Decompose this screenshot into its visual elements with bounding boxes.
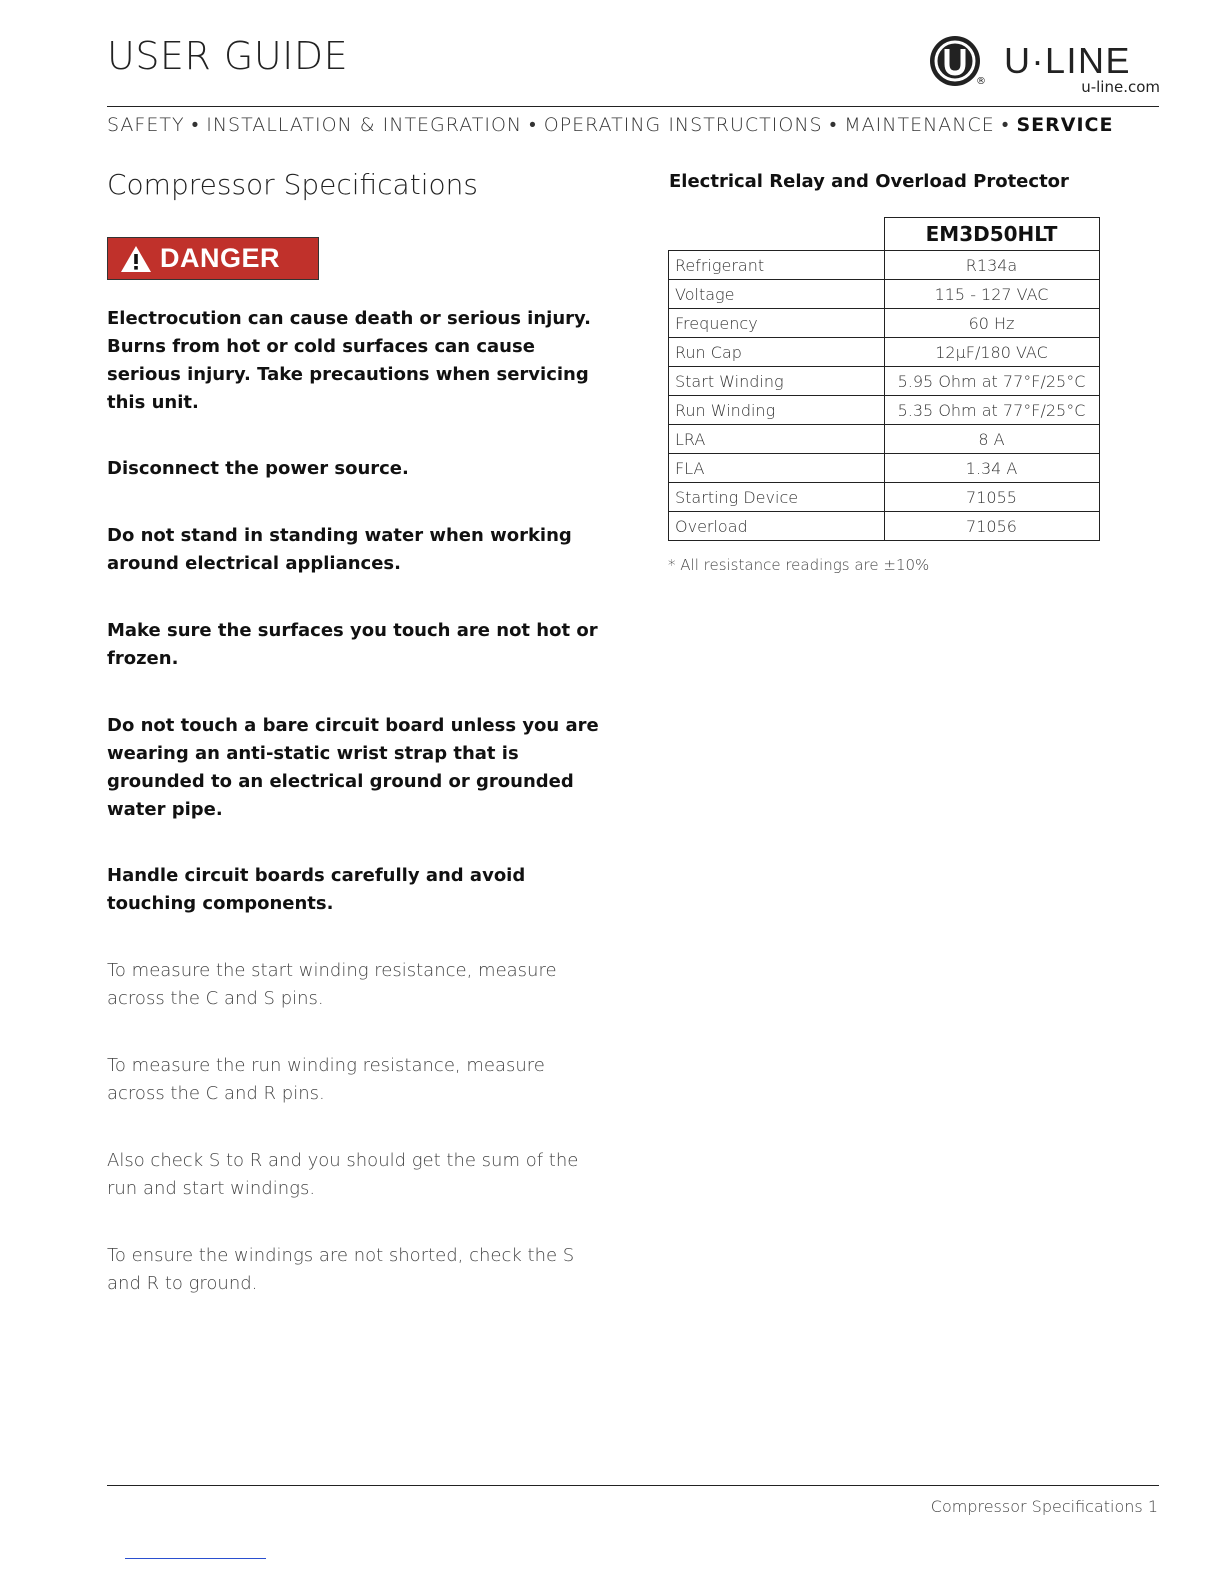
nav-separator: • (191, 114, 200, 136)
row-value: 5.95 Ohm at 77°F/25°C (884, 367, 1099, 396)
row-label: Voltage (669, 280, 885, 309)
row-value: 12µF/180 VAC (884, 338, 1099, 367)
warning-text: Make sure the surfaces you touch are not hot or frozen. (107, 620, 598, 669)
header-divider (107, 106, 1159, 107)
row-value: 1.34 A (884, 454, 1099, 483)
table-row (669, 338, 1100, 367)
row-label: Frequency (669, 309, 885, 338)
brand-wordmark: U·LINE (1004, 40, 1132, 81)
warning-text: Handle circuit boards carefully and avoid touching components. (107, 865, 526, 914)
warning-text: Disconnect the power source. (107, 458, 409, 479)
brand-url[interactable]: u-line.com (1081, 78, 1160, 96)
nav-separator: • (1001, 114, 1010, 136)
instruction-text: Also check S to R and you should get the sum of the run and start windings. (107, 1150, 579, 1199)
row-value: 71056 (884, 512, 1099, 541)
table-row (669, 454, 1100, 483)
table-footnote: * All resistance readings are ±10% (668, 556, 930, 574)
spec-table (668, 217, 1100, 541)
row-label: Run Cap (669, 338, 885, 367)
instruction-text: To ensure the windings are not shorted, check the S and R to ground. (107, 1245, 575, 1294)
table-row (669, 483, 1100, 512)
nav-item-service[interactable]: SERVICE (1016, 114, 1114, 136)
nav-item-operating[interactable]: OPERATING INSTRUCTIONS (543, 114, 823, 136)
row-value: 8 A (884, 425, 1099, 454)
warning-text: Electrocution can cause death or serious injury. Burns from hot or cold surfaces can cause serious injury. Take precautions when servicing this unit. (107, 308, 591, 413)
table-row (669, 251, 1100, 280)
document-title: USER GUIDE (107, 34, 349, 78)
row-value: 60 Hz (884, 309, 1099, 338)
section-nav (107, 114, 1159, 137)
model-header: EM3D50HLT (884, 218, 1099, 251)
row-label: Start Winding (669, 367, 885, 396)
table-row (669, 309, 1100, 338)
row-label: Refrigerant (669, 251, 885, 280)
warning-text: Do not stand in standing water when working around electrical appliances. (107, 525, 572, 574)
table-row (669, 425, 1100, 454)
danger-banner (107, 237, 319, 280)
row-label: Overload (669, 512, 885, 541)
nav-separator: • (529, 114, 537, 136)
nav-separator: • (829, 114, 838, 136)
table-header-blank (669, 218, 885, 251)
registered-mark: ® (976, 76, 986, 87)
row-value: 71055 (884, 483, 1099, 512)
table-row (669, 280, 1100, 309)
row-label: FLA (669, 454, 885, 483)
warning-triangle-icon (120, 245, 152, 273)
row-value: 5.35 Ohm at 77°F/25°C (884, 396, 1099, 425)
table-row (669, 367, 1100, 396)
row-value: 115 - 127 VAC (884, 280, 1099, 309)
page-footer-label: Compressor Specifications 1 (930, 1497, 1158, 1516)
nav-item-maintenance[interactable]: MAINTENANCE (844, 114, 995, 136)
row-value: R134a (884, 251, 1099, 280)
table-row (669, 396, 1100, 425)
footer-link-underline (125, 1558, 266, 1559)
u-line-logo-icon (928, 34, 982, 88)
nav-item-installation[interactable]: INSTALLATION & INTEGRATION (206, 114, 523, 136)
table-header-row (669, 218, 1100, 251)
danger-label: DANGER (160, 243, 281, 273)
row-label: Starting Device (669, 483, 885, 512)
warning-text: Do not touch a bare circuit board unless you are wearing an anti-static wrist strap that is grounded to an electrical ground or grounded water pipe. (107, 715, 599, 820)
instruction-text: To measure the run winding resistance, measure across the C and R pins. (107, 1055, 545, 1104)
table-title: Electrical Relay and Overload Protector (669, 171, 1069, 192)
section-title: Compressor Specifications (107, 168, 478, 201)
nav-item-safety[interactable]: SAFETY (107, 114, 185, 136)
row-label: LRA (669, 425, 885, 454)
row-label: Run Winding (669, 396, 885, 425)
brand-logo (928, 34, 1160, 96)
footer-divider (107, 1485, 1159, 1486)
table-row (669, 512, 1100, 541)
instruction-text: To measure the start winding resistance, measure across the C and S pins. (107, 960, 557, 1009)
